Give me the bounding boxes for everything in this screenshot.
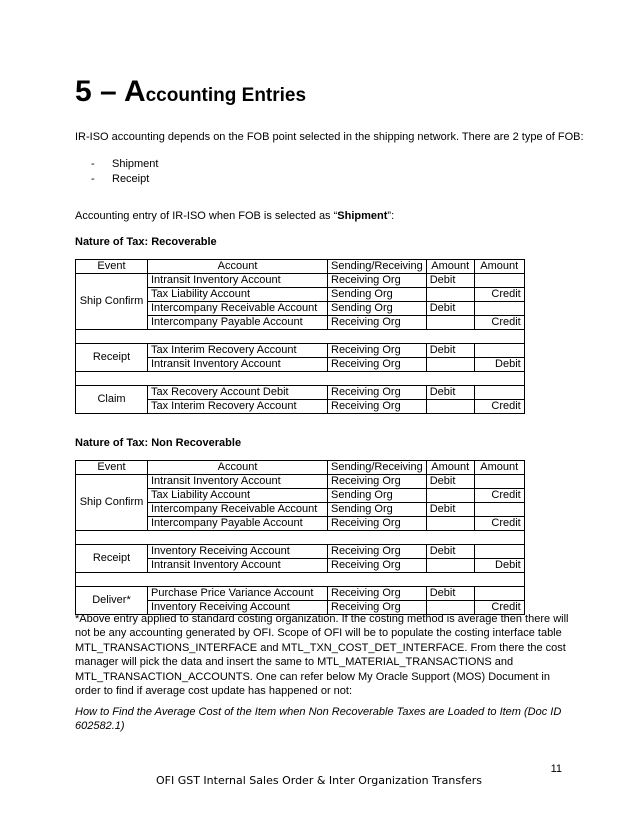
account-header: Account bbox=[148, 260, 328, 274]
debit-header: Amount bbox=[426, 461, 474, 475]
org-cell: Sending Org bbox=[328, 302, 427, 316]
table-header-row bbox=[76, 260, 525, 274]
account-cell: Intransit Inventory Account bbox=[148, 274, 328, 288]
table-row bbox=[76, 386, 525, 400]
spacer-cell bbox=[76, 531, 525, 545]
credit-cell: Credit bbox=[474, 517, 524, 531]
credit-cell bbox=[474, 545, 524, 559]
debit-cell bbox=[426, 358, 474, 372]
table-row bbox=[76, 545, 525, 559]
debit-cell: Debit bbox=[426, 503, 474, 517]
account-cell: Purchase Price Variance Account bbox=[148, 587, 328, 601]
account-cell: Tax Liability Account bbox=[148, 489, 328, 503]
debit-header: Amount bbox=[426, 260, 474, 274]
account-cell: Tax Recovery Account Debit bbox=[148, 386, 328, 400]
debit-cell: Debit bbox=[426, 344, 474, 358]
spacer-row bbox=[76, 372, 525, 386]
org-cell: Receiving Org bbox=[328, 587, 427, 601]
org-cell: Receiving Org bbox=[328, 559, 427, 573]
page-number: 11 bbox=[550, 763, 562, 775]
table-row bbox=[76, 475, 525, 489]
spacer-cell bbox=[76, 573, 525, 587]
org-cell: Receiving Org bbox=[328, 601, 427, 615]
account-cell: Inventory Receiving Account bbox=[148, 601, 328, 615]
org-cell: Receiving Org bbox=[328, 274, 427, 288]
event-cell: Deliver* bbox=[76, 587, 148, 615]
costing-note: *Above entry applied to standard costing organization. If the costing method is average then there will not be any accounting generated by OFI. Scope of OFI will be to populate the costing interface table MTL_TRANSACTIONS_INTERFACE and MTL_TXN_COST_DET_INTERFACE. From there the cost manager will pick the data and insert the same to MTL_MATERIAL_TRANSACTIONS and MTL_TRANSACTION_ACCOUNTS. One can refer below My Oracle Support (MOS) Document in order to find if average cost update has happened or not: bbox=[75, 613, 569, 698]
table-title: Nature of Tax: Recoverable bbox=[75, 236, 217, 248]
event-cell: Claim bbox=[76, 386, 148, 414]
event-cell: Ship Confirm bbox=[76, 475, 148, 531]
heading-rest: ccounting Entries bbox=[145, 85, 307, 106]
table-header-row bbox=[76, 461, 525, 475]
org-cell: Receiving Org bbox=[328, 400, 427, 414]
entry-intro-tail: ”: bbox=[387, 210, 395, 222]
credit-cell bbox=[474, 302, 524, 316]
credit-cell: Credit bbox=[474, 400, 524, 414]
entry-intro-bold: Shipment bbox=[337, 210, 388, 222]
credit-cell: Debit bbox=[474, 358, 524, 372]
account-cell: Intercompany Payable Account bbox=[148, 316, 328, 330]
debit-cell: Debit bbox=[426, 475, 474, 489]
event-header: Event bbox=[76, 260, 148, 274]
debit-cell bbox=[426, 316, 474, 330]
entry-intro bbox=[75, 209, 394, 223]
org-cell: Receiving Org bbox=[328, 344, 427, 358]
event-header: Event bbox=[76, 461, 148, 475]
credit-header: Amount bbox=[474, 461, 524, 475]
account-cell: Intransit Inventory Account bbox=[148, 358, 328, 372]
debit-cell bbox=[426, 559, 474, 573]
fob-list-item: - Shipment bbox=[91, 158, 159, 170]
table-row bbox=[76, 587, 525, 601]
spacer-cell bbox=[76, 330, 525, 344]
org-header: Sending/Receiving bbox=[328, 461, 427, 475]
org-header: Sending/Receiving bbox=[328, 260, 427, 274]
org-cell: Receiving Org bbox=[328, 386, 427, 400]
mos-document-reference: How to Find the Average Cost of the Item when Non Recoverable Taxes are Loaded to Item (Doc ID 602582.1) bbox=[75, 706, 562, 733]
spacer-cell bbox=[76, 372, 525, 386]
account-cell: Inventory Receiving Account bbox=[148, 545, 328, 559]
account-cell: Tax Liability Account bbox=[148, 288, 328, 302]
debit-cell bbox=[426, 517, 474, 531]
heading-number: 5 – bbox=[75, 75, 124, 108]
account-cell: Intransit Inventory Account bbox=[148, 475, 328, 489]
org-cell: Sending Org bbox=[328, 489, 427, 503]
debit-cell: Debit bbox=[426, 545, 474, 559]
account-cell: Intercompany Payable Account bbox=[148, 517, 328, 531]
debit-cell bbox=[426, 400, 474, 414]
table-title: Nature of Tax: Non Recoverable bbox=[75, 437, 242, 449]
org-cell: Receiving Org bbox=[328, 475, 427, 489]
fob-item-label: Receipt bbox=[112, 173, 150, 185]
credit-cell bbox=[474, 344, 524, 358]
account-cell: Intercompany Receivable Account bbox=[148, 302, 328, 316]
page-footer: OFI GST Internal Sales Order & Inter Organization Transfers bbox=[155, 774, 483, 787]
event-cell: Receipt bbox=[76, 545, 148, 573]
accounting-table-recoverable bbox=[75, 259, 525, 414]
entry-intro-text: Accounting entry of IR-ISO when FOB is selected as “ bbox=[75, 210, 338, 222]
debit-cell: Debit bbox=[426, 302, 474, 316]
credit-cell bbox=[474, 503, 524, 517]
credit-cell bbox=[474, 587, 524, 601]
credit-header: Amount bbox=[474, 260, 524, 274]
credit-cell bbox=[474, 386, 524, 400]
account-cell: Tax Interim Recovery Account bbox=[148, 344, 328, 358]
event-cell: Receipt bbox=[76, 344, 148, 372]
spacer-row bbox=[76, 573, 525, 587]
org-cell: Receiving Org bbox=[328, 517, 427, 531]
fob-item-label: Shipment bbox=[112, 158, 159, 170]
debit-cell: Debit bbox=[426, 386, 474, 400]
heading-initial: A bbox=[123, 75, 146, 108]
credit-cell: Credit bbox=[474, 316, 524, 330]
table-row bbox=[76, 274, 525, 288]
debit-cell bbox=[426, 489, 474, 503]
credit-cell bbox=[474, 274, 524, 288]
org-cell: Receiving Org bbox=[328, 358, 427, 372]
fob-list-item: - Receipt bbox=[91, 173, 150, 185]
debit-cell: Debit bbox=[426, 274, 474, 288]
spacer-row bbox=[76, 330, 525, 344]
account-header: Account bbox=[148, 461, 328, 475]
credit-cell: Credit bbox=[474, 601, 524, 615]
org-cell: Receiving Org bbox=[328, 316, 427, 330]
account-cell: Intransit Inventory Account bbox=[148, 559, 328, 573]
table-row bbox=[76, 344, 525, 358]
accounting-table-non-recoverable bbox=[75, 460, 525, 615]
org-cell: Sending Org bbox=[328, 288, 427, 302]
account-cell: Tax Interim Recovery Account bbox=[148, 400, 328, 414]
intro-paragraph: IR-ISO accounting depends on the FOB point selected in the shipping network. There are 2 type of FOB: bbox=[75, 131, 584, 143]
credit-cell: Debit bbox=[474, 559, 524, 573]
org-cell: Receiving Org bbox=[328, 545, 427, 559]
credit-cell: Credit bbox=[474, 489, 524, 503]
account-cell: Intercompany Receivable Account bbox=[148, 503, 328, 517]
spacer-row bbox=[76, 531, 525, 545]
debit-cell: Debit bbox=[426, 587, 474, 601]
credit-cell bbox=[474, 475, 524, 489]
event-cell: Ship Confirm bbox=[76, 274, 148, 330]
credit-cell: Credit bbox=[474, 288, 524, 302]
section-heading bbox=[75, 74, 306, 107]
debit-cell bbox=[426, 288, 474, 302]
org-cell: Sending Org bbox=[328, 503, 427, 517]
